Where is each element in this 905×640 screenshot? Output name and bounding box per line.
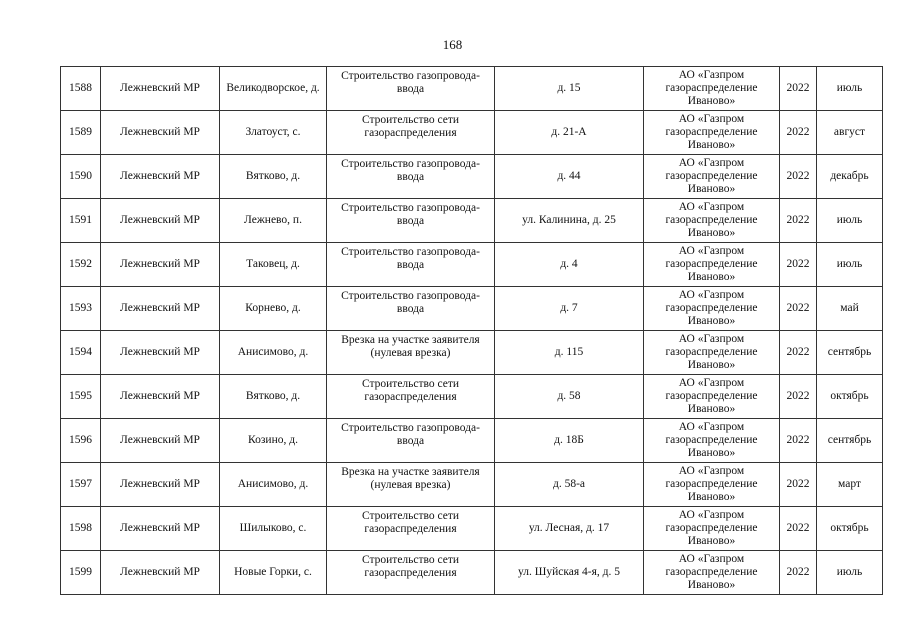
- table-row: [61, 419, 883, 463]
- month-cell: октябрь: [817, 507, 883, 551]
- settlement-cell: Новые Горки, с.: [220, 551, 327, 595]
- row-number-cell: 1599: [61, 551, 101, 595]
- organization-cell: АО «Газпром газораспределение Иваново»: [644, 287, 780, 331]
- month-cell: сентябрь: [817, 331, 883, 375]
- settlement-cell: Таковец, д.: [220, 243, 327, 287]
- settlement-cell: Лежнево, п.: [220, 199, 327, 243]
- district-cell: Лежневский МР: [101, 287, 220, 331]
- row-number-cell: 1591: [61, 199, 101, 243]
- address-cell: ул. Лесная, д. 17: [495, 507, 644, 551]
- address-cell: д. 4: [495, 243, 644, 287]
- district-cell: Лежневский МР: [101, 375, 220, 419]
- row-number-cell: 1590: [61, 155, 101, 199]
- work-type-cell: Строительство газопровода-ввода: [327, 67, 495, 111]
- table-row: [61, 243, 883, 287]
- year-cell: 2022: [780, 331, 817, 375]
- row-number-cell: 1588: [61, 67, 101, 111]
- work-type-cell: Строительство сети газораспределения: [327, 111, 495, 155]
- table-row: [61, 67, 883, 111]
- table-row: [61, 463, 883, 507]
- row-number-cell: 1595: [61, 375, 101, 419]
- row-number-cell: 1596: [61, 419, 101, 463]
- table-row: [61, 287, 883, 331]
- table-row: [61, 199, 883, 243]
- table-row: [61, 331, 883, 375]
- work-type-cell: Строительство сети газораспределения: [327, 375, 495, 419]
- month-cell: октябрь: [817, 375, 883, 419]
- work-type-cell: Строительство газопровода-ввода: [327, 199, 495, 243]
- organization-cell: АО «Газпром газораспределение Иваново»: [644, 507, 780, 551]
- work-type-cell: Строительство газопровода-ввода: [327, 287, 495, 331]
- table-row: [61, 155, 883, 199]
- gasification-table: [60, 66, 883, 595]
- year-cell: 2022: [780, 375, 817, 419]
- organization-cell: АО «Газпром газораспределение Иваново»: [644, 331, 780, 375]
- district-cell: Лежневский МР: [101, 507, 220, 551]
- organization-cell: АО «Газпром газораспределение Иваново»: [644, 67, 780, 111]
- row-number-cell: 1598: [61, 507, 101, 551]
- district-cell: Лежневский МР: [101, 199, 220, 243]
- organization-cell: АО «Газпром газораспределение Иваново»: [644, 419, 780, 463]
- district-cell: Лежневский МР: [101, 243, 220, 287]
- settlement-cell: Златоуст, с.: [220, 111, 327, 155]
- organization-cell: АО «Газпром газораспределение Иваново»: [644, 243, 780, 287]
- table-row: [61, 375, 883, 419]
- address-cell: д. 58: [495, 375, 644, 419]
- year-cell: 2022: [780, 463, 817, 507]
- address-cell: д. 15: [495, 67, 644, 111]
- row-number-cell: 1597: [61, 463, 101, 507]
- district-cell: Лежневский МР: [101, 463, 220, 507]
- year-cell: 2022: [780, 419, 817, 463]
- address-cell: д. 44: [495, 155, 644, 199]
- month-cell: август: [817, 111, 883, 155]
- settlement-cell: Шилыково, с.: [220, 507, 327, 551]
- organization-cell: АО «Газпром газораспределение Иваново»: [644, 199, 780, 243]
- year-cell: 2022: [780, 551, 817, 595]
- address-cell: д. 58-а: [495, 463, 644, 507]
- year-cell: 2022: [780, 507, 817, 551]
- month-cell: сентябрь: [817, 419, 883, 463]
- table-row: [61, 507, 883, 551]
- month-cell: май: [817, 287, 883, 331]
- district-cell: Лежневский МР: [101, 419, 220, 463]
- district-cell: Лежневский МР: [101, 331, 220, 375]
- district-cell: Лежневский МР: [101, 155, 220, 199]
- month-cell: июль: [817, 243, 883, 287]
- year-cell: 2022: [780, 243, 817, 287]
- address-cell: ул. Шуйская 4-я, д. 5: [495, 551, 644, 595]
- year-cell: 2022: [780, 155, 817, 199]
- work-type-cell: Строительство сети газораспределения: [327, 551, 495, 595]
- district-cell: Лежневский МР: [101, 551, 220, 595]
- organization-cell: АО «Газпром газораспределение Иваново»: [644, 375, 780, 419]
- month-cell: июль: [817, 199, 883, 243]
- month-cell: июль: [817, 67, 883, 111]
- work-type-cell: Строительство сети газораспределения: [327, 507, 495, 551]
- year-cell: 2022: [780, 287, 817, 331]
- settlement-cell: Вятково, д.: [220, 155, 327, 199]
- settlement-cell: Козино, д.: [220, 419, 327, 463]
- work-type-cell: Строительство газопровода-ввода: [327, 155, 495, 199]
- month-cell: март: [817, 463, 883, 507]
- address-cell: д. 18Б: [495, 419, 644, 463]
- address-cell: д. 21-А: [495, 111, 644, 155]
- page-number: 168: [442, 37, 463, 52]
- work-type-cell: Врезка на участке заявителя (нулевая врезка): [327, 331, 495, 375]
- row-number-cell: 1594: [61, 331, 101, 375]
- table-row: [61, 111, 883, 155]
- settlement-cell: Корнево, д.: [220, 287, 327, 331]
- row-number-cell: 1593: [61, 287, 101, 331]
- settlement-cell: Великодворское, д.: [220, 67, 327, 111]
- work-type-cell: Строительство газопровода-ввода: [327, 243, 495, 287]
- work-type-cell: Врезка на участке заявителя (нулевая врезка): [327, 463, 495, 507]
- year-cell: 2022: [780, 67, 817, 111]
- month-cell: июль: [817, 551, 883, 595]
- address-cell: д. 7: [495, 287, 644, 331]
- settlement-cell: Вятково, д.: [220, 375, 327, 419]
- row-number-cell: 1592: [61, 243, 101, 287]
- district-cell: Лежневский МР: [101, 111, 220, 155]
- organization-cell: АО «Газпром газораспределение Иваново»: [644, 111, 780, 155]
- district-cell: Лежневский МР: [101, 67, 220, 111]
- organization-cell: АО «Газпром газораспределение Иваново»: [644, 463, 780, 507]
- table-row: [61, 551, 883, 595]
- organization-cell: АО «Газпром газораспределение Иваново»: [644, 551, 780, 595]
- row-number-cell: 1589: [61, 111, 101, 155]
- address-cell: ул. Калинина, д. 25: [495, 199, 644, 243]
- work-type-cell: Строительство газопровода-ввода: [327, 419, 495, 463]
- year-cell: 2022: [780, 199, 817, 243]
- settlement-cell: Анисимово, д.: [220, 331, 327, 375]
- organization-cell: АО «Газпром газораспределение Иваново»: [644, 155, 780, 199]
- settlement-cell: Анисимово, д.: [220, 463, 327, 507]
- address-cell: д. 115: [495, 331, 644, 375]
- year-cell: 2022: [780, 111, 817, 155]
- month-cell: декабрь: [817, 155, 883, 199]
